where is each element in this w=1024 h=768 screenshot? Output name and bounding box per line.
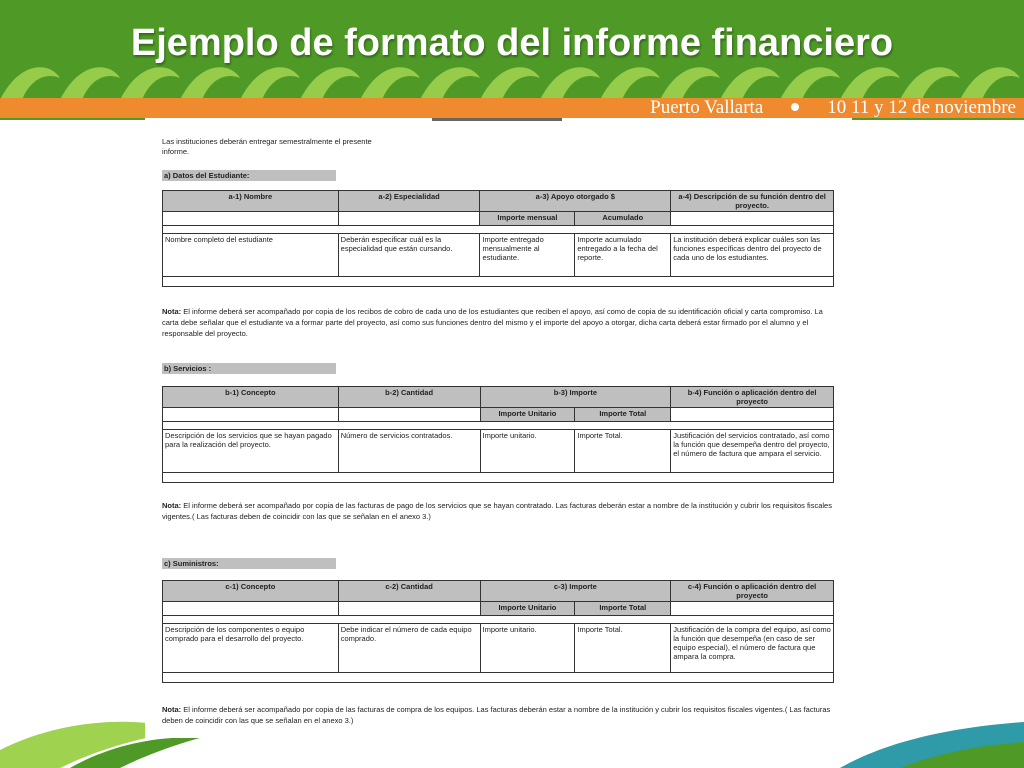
table-cell: Importe Total. (575, 624, 671, 673)
subheader-cell: Importe Unitario (480, 408, 575, 422)
header-cell: c-1) Concepto (163, 581, 339, 602)
table-row (163, 624, 834, 673)
header-cell: c-3) Importe (480, 581, 671, 602)
slide-header (0, 0, 1024, 120)
table-header-row (163, 387, 834, 408)
table-cell: Debe indicar el número de cada equipo comprado. (338, 624, 480, 673)
table-cell: Descripción de los servicios que se hayan pagado para la realización del proyecto. (163, 430, 339, 473)
table-cell: Importe unitario. (480, 430, 575, 473)
section-b-title: b) Servicios : (162, 363, 336, 374)
subheader-cell: Acumulado (575, 212, 671, 226)
table-cell: Importe acumulado entregado a la fecha del reporte. (575, 234, 671, 277)
document-image (145, 118, 852, 738)
subheader-cell: Importe Unitario (480, 602, 575, 616)
table-header-row (163, 581, 834, 602)
table-cell: Importe unitario. (480, 624, 575, 673)
table-cell: Nombre completo del estudiante (163, 234, 339, 277)
section-a-note: Nota: El informe deberá ser acompañado por copia de los recibos de cobro de cada uno de los estudiantes que reciben el apoyo, así como de copia de su identificación oficial y carta compromiso. La carta debe señalar que el estudiante va a formar parte del proyecto, así como sus funciones dentro del mismo y el importe del apoyo a otorgar, dicha carta deberá estar firmado por el alumno y el responsable del proyecto. (162, 307, 823, 338)
section-a-title: a) Datos del Estudiante: (162, 170, 336, 181)
header-cell: b-1) Concepto (163, 387, 339, 408)
bullet-dot-icon (791, 103, 799, 111)
table-cell: Descripción de los componentes o equipo comprado para el desarrollo del proyecto. (163, 624, 339, 673)
section-b-note: Nota: El informe deberá ser acompañado por copia de las facturas de pago de los servicios que se hayan contratado. Las facturas deberán estar a nombre de la institución y cubrir los requisitos fiscales vigentes.( Las facturas deben de coincidir con las que se señalan en el anexo 3.) (162, 501, 832, 521)
table-subheader-row (163, 408, 834, 422)
header-cell: b-3) Importe (480, 387, 671, 408)
table-header-row (163, 191, 834, 212)
subheader-cell: Importe Total (575, 408, 671, 422)
table-cell: La institución deberá explicar cuáles son las funciones específicas dentro del proyecto de cada uno de los estudiantes. (671, 234, 834, 277)
table-subheader-row (163, 212, 834, 226)
section-c-note: Nota: El informe deberá ser acompañado por copia de las facturas de compra de los equipos. Las facturas deberán estar a nombre de la institución y cubrir los requisitos fiscales vigentes.( Las facturas deben de coincidir con las que se señalan en el anexo 3.) (162, 705, 831, 725)
table-subheader-row (163, 602, 834, 616)
cropped-heading-line (432, 118, 562, 121)
header-cell: a-1) Nombre (163, 191, 339, 212)
table-cell: Importe Total. (575, 430, 671, 473)
event-info (650, 97, 1016, 119)
table-cell: Deberán especificar cuál es la especialidad que están cursando. (338, 234, 480, 277)
header-cell: a-3) Apoyo otorgado $ (480, 191, 671, 212)
section-c-title: c) Suministros: (162, 558, 336, 569)
table-cell: Justificación del servicios contratado, así como la función que desempeña dentro del proyecto, el número de factura que ampara el servicio. (671, 430, 834, 473)
table-row (163, 430, 834, 473)
section-c-table (162, 580, 834, 683)
slide-title: Ejemplo de formato del informe financiero (130, 22, 894, 64)
table-cell: Número de servicios contratados. (338, 430, 480, 473)
section-b-table (162, 386, 834, 483)
header-cell: b-2) Cantidad (338, 387, 480, 408)
header-cell: a-4) Descripción de su función dentro del proyecto. (671, 191, 834, 212)
table-cell: Justificación de la compra del equipo, así como la función que desempeña (en caso de ser equipo especial), el número de factura que ampara la compra. (671, 624, 834, 673)
table-row (163, 234, 834, 277)
table-cell: Importe entregado mensualmente al estudiante. (480, 234, 575, 277)
event-dates: 10 11 y 12 de noviembre (827, 97, 1016, 118)
subheader-cell: Importe Total (575, 602, 671, 616)
subheader-cell: Importe mensual (480, 212, 575, 226)
header-cell: b-4) Función o aplicación dentro del proyecto (671, 387, 834, 408)
event-place: Puerto Vallarta (650, 97, 764, 118)
header-cell: c-2) Cantidad (338, 581, 480, 602)
section-a-table (162, 190, 834, 287)
header-cell: c-4) Función o aplicación dentro del proyecto (671, 581, 834, 602)
header-cell: a-2) Especialidad (338, 191, 480, 212)
intro-text: Las instituciones deberán entregar semestralmente el presente informe. (162, 137, 372, 156)
